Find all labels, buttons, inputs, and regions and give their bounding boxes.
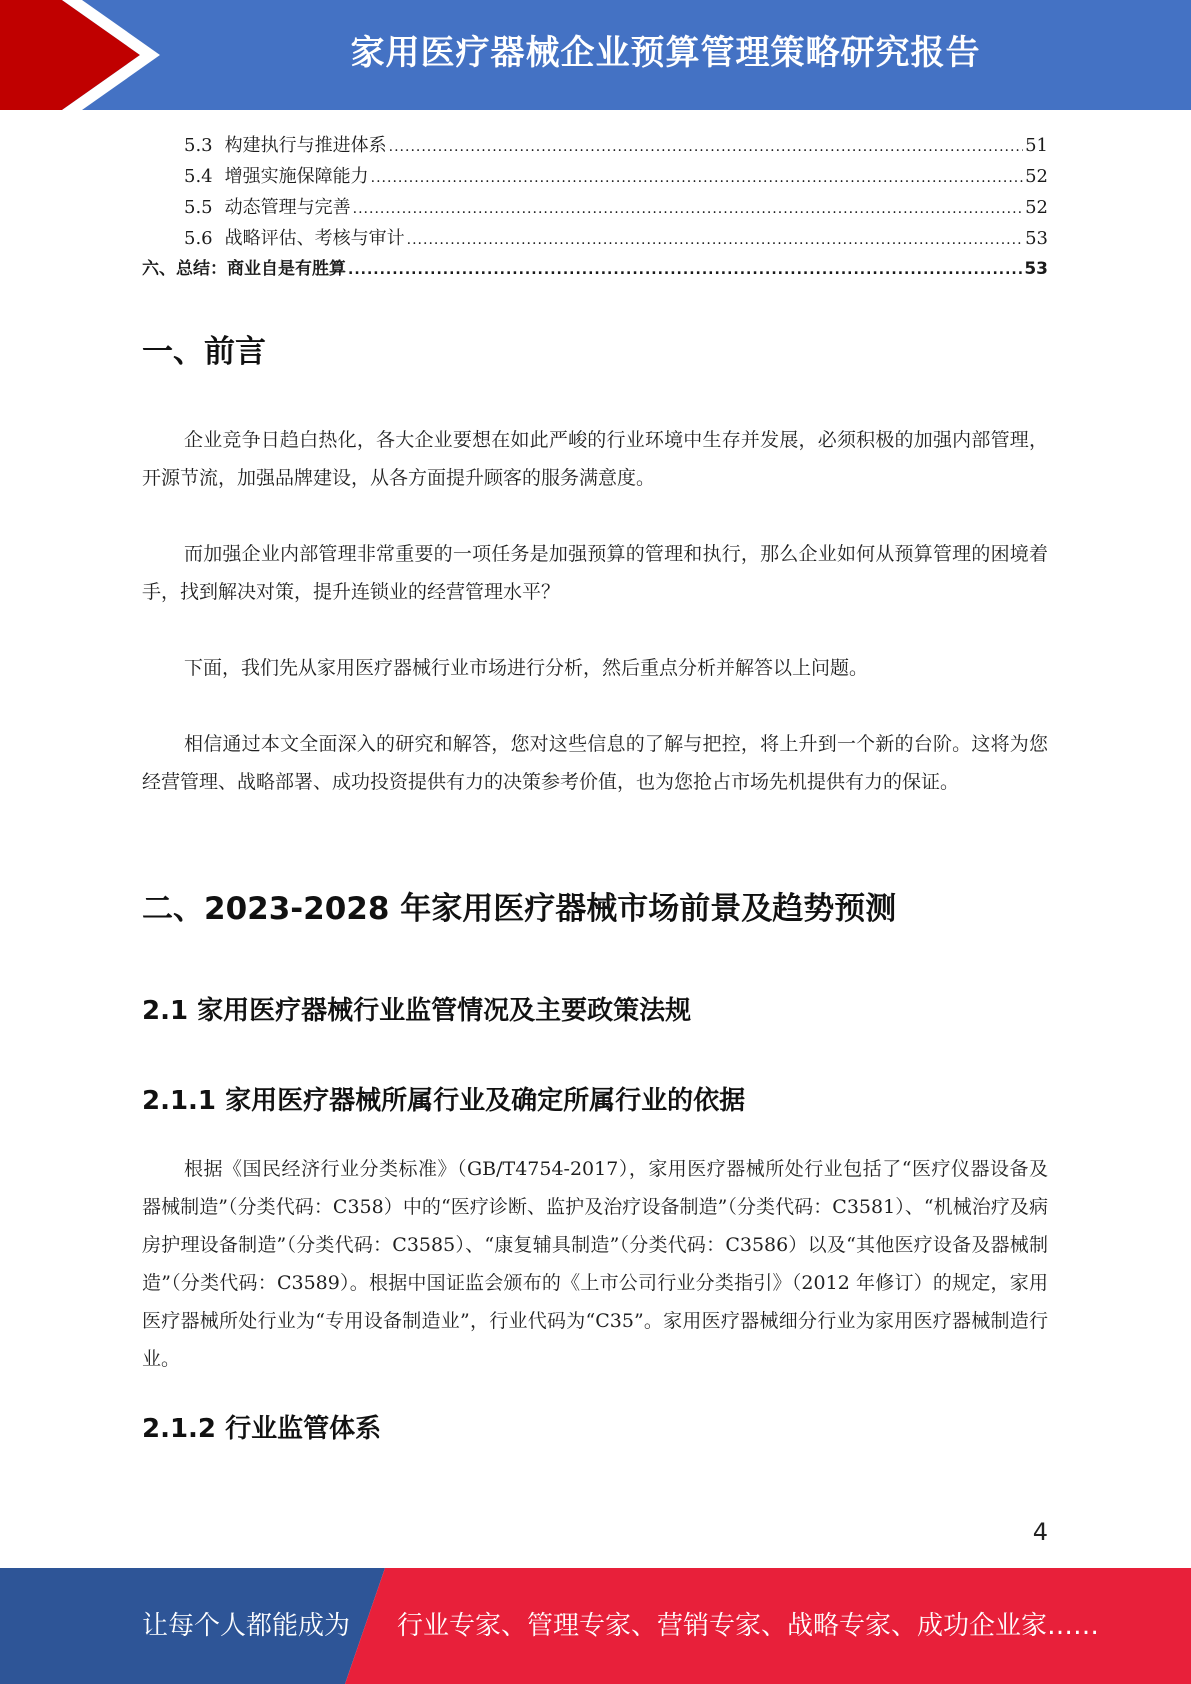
toc-page-number: 52 — [1025, 166, 1048, 187]
toc-label: 增强实施保障能力 — [224, 166, 369, 187]
paragraph: 下面，我们先从家用医疗器械行业市场进行分析，然后重点分析并解答以上问题。 — [184, 657, 869, 679]
toc-entry[interactable] — [142, 223, 1048, 254]
toc-leader-dots — [389, 132, 1023, 163]
toc-leader-dots — [407, 225, 1023, 256]
toc-entry[interactable] — [142, 161, 1048, 192]
toc-entry-chapter[interactable] — [142, 254, 1048, 285]
toc-page-number: 53 — [1024, 259, 1048, 279]
footer-slogan-left: 让每个人都能成为 — [142, 1611, 351, 1641]
subsection-heading: 2.1 家用医疗器械行业监管情况及主要政策法规 — [142, 996, 692, 1026]
toc-leader-dots — [348, 255, 1022, 286]
section-heading-market-forecast: 二、2023-2028 年家用医疗器械市场前景及趋势预测 — [142, 891, 897, 927]
paragraph: 而加强企业内部管理非常重要的一项任务是加强预算的管理和执行，那么企业如何从预算管理的困境着手，找到解决对策，提升连锁业的经营管理水平？ — [142, 543, 1048, 603]
toc-label: 动态管理与完善 — [224, 197, 351, 218]
toc-leader-dots — [371, 163, 1023, 194]
paragraph: 根据《国民经济行业分类标准》（GB/T4754-2017），家用医疗器械所处行业包括了“医疗仪器设备及器械制造”（分类代码：C358）中的“医疗诊断、监护及治疗设备制造”（分类代码：C3581）、“机械治疗及病房护理设备制造”（分类代码：C3585）、“康复辅具制造”（分类代码：C3586）以及“其他医疗设备及器械制造”（分类代码：C3589）。根据中国证监会颁布的《上市公司行业分类指引》（2012 年修订）的规定，家用医疗器械所处行业为“专用设备制造业”，行业代码为“C35”。家用医疗器械细分行业为家用医疗器械制造行业。 — [142, 1158, 1048, 1370]
toc-label: 战略评估、考核与审计 — [224, 228, 405, 249]
toc-entry[interactable] — [142, 192, 1048, 223]
page-number: 4 — [1032, 1518, 1048, 1546]
toc-entry[interactable] — [142, 130, 1048, 161]
toc-label: 构建执行与推进体系 — [224, 135, 387, 156]
toc-leader-dots — [353, 194, 1023, 225]
table-of-contents — [142, 130, 1048, 285]
toc-label: 六、总结：商业自是有胜算 — [142, 259, 346, 279]
paragraph: 相信通过本文全面深入的研究和解答，您对这些信息的了解与把控，将上升到一个新的台阶。这将为您经营管理、战略部署、成功投资提供有力的决策参考价值，也为您抢占市场先机提供有力的保证。 — [142, 733, 1048, 793]
toc-number: 5.4 — [184, 166, 213, 187]
footer-slogan-right: 行业专家、管理专家、营销专家、战略专家、成功企业家…… — [397, 1611, 1100, 1641]
report-title: 家用医疗器械企业预算管理策略研究报告 — [350, 33, 981, 73]
subsection-heading: 2.1.2 行业监管体系 — [142, 1414, 382, 1444]
subsection-heading: 2.1.1 家用医疗器械所属行业及确定所属行业的依据 — [142, 1086, 746, 1116]
toc-number: 5.3 — [184, 135, 213, 156]
footer-banner — [0, 1568, 1191, 1684]
header-banner — [0, 0, 1191, 110]
toc-number: 5.5 — [184, 197, 213, 218]
toc-page-number: 53 — [1025, 228, 1048, 249]
paragraph: 企业竞争日趋白热化，各大企业要想在如此严峻的行业环境中生存并发展，必须积极的加强内部管理，开源节流，加强品牌建设，从各方面提升顾客的服务满意度。 — [142, 429, 1048, 489]
toc-page-number: 51 — [1025, 135, 1048, 156]
toc-number: 5.6 — [184, 228, 213, 249]
section-heading-preface: 一、前言 — [142, 334, 266, 370]
toc-page-number: 52 — [1025, 197, 1048, 218]
